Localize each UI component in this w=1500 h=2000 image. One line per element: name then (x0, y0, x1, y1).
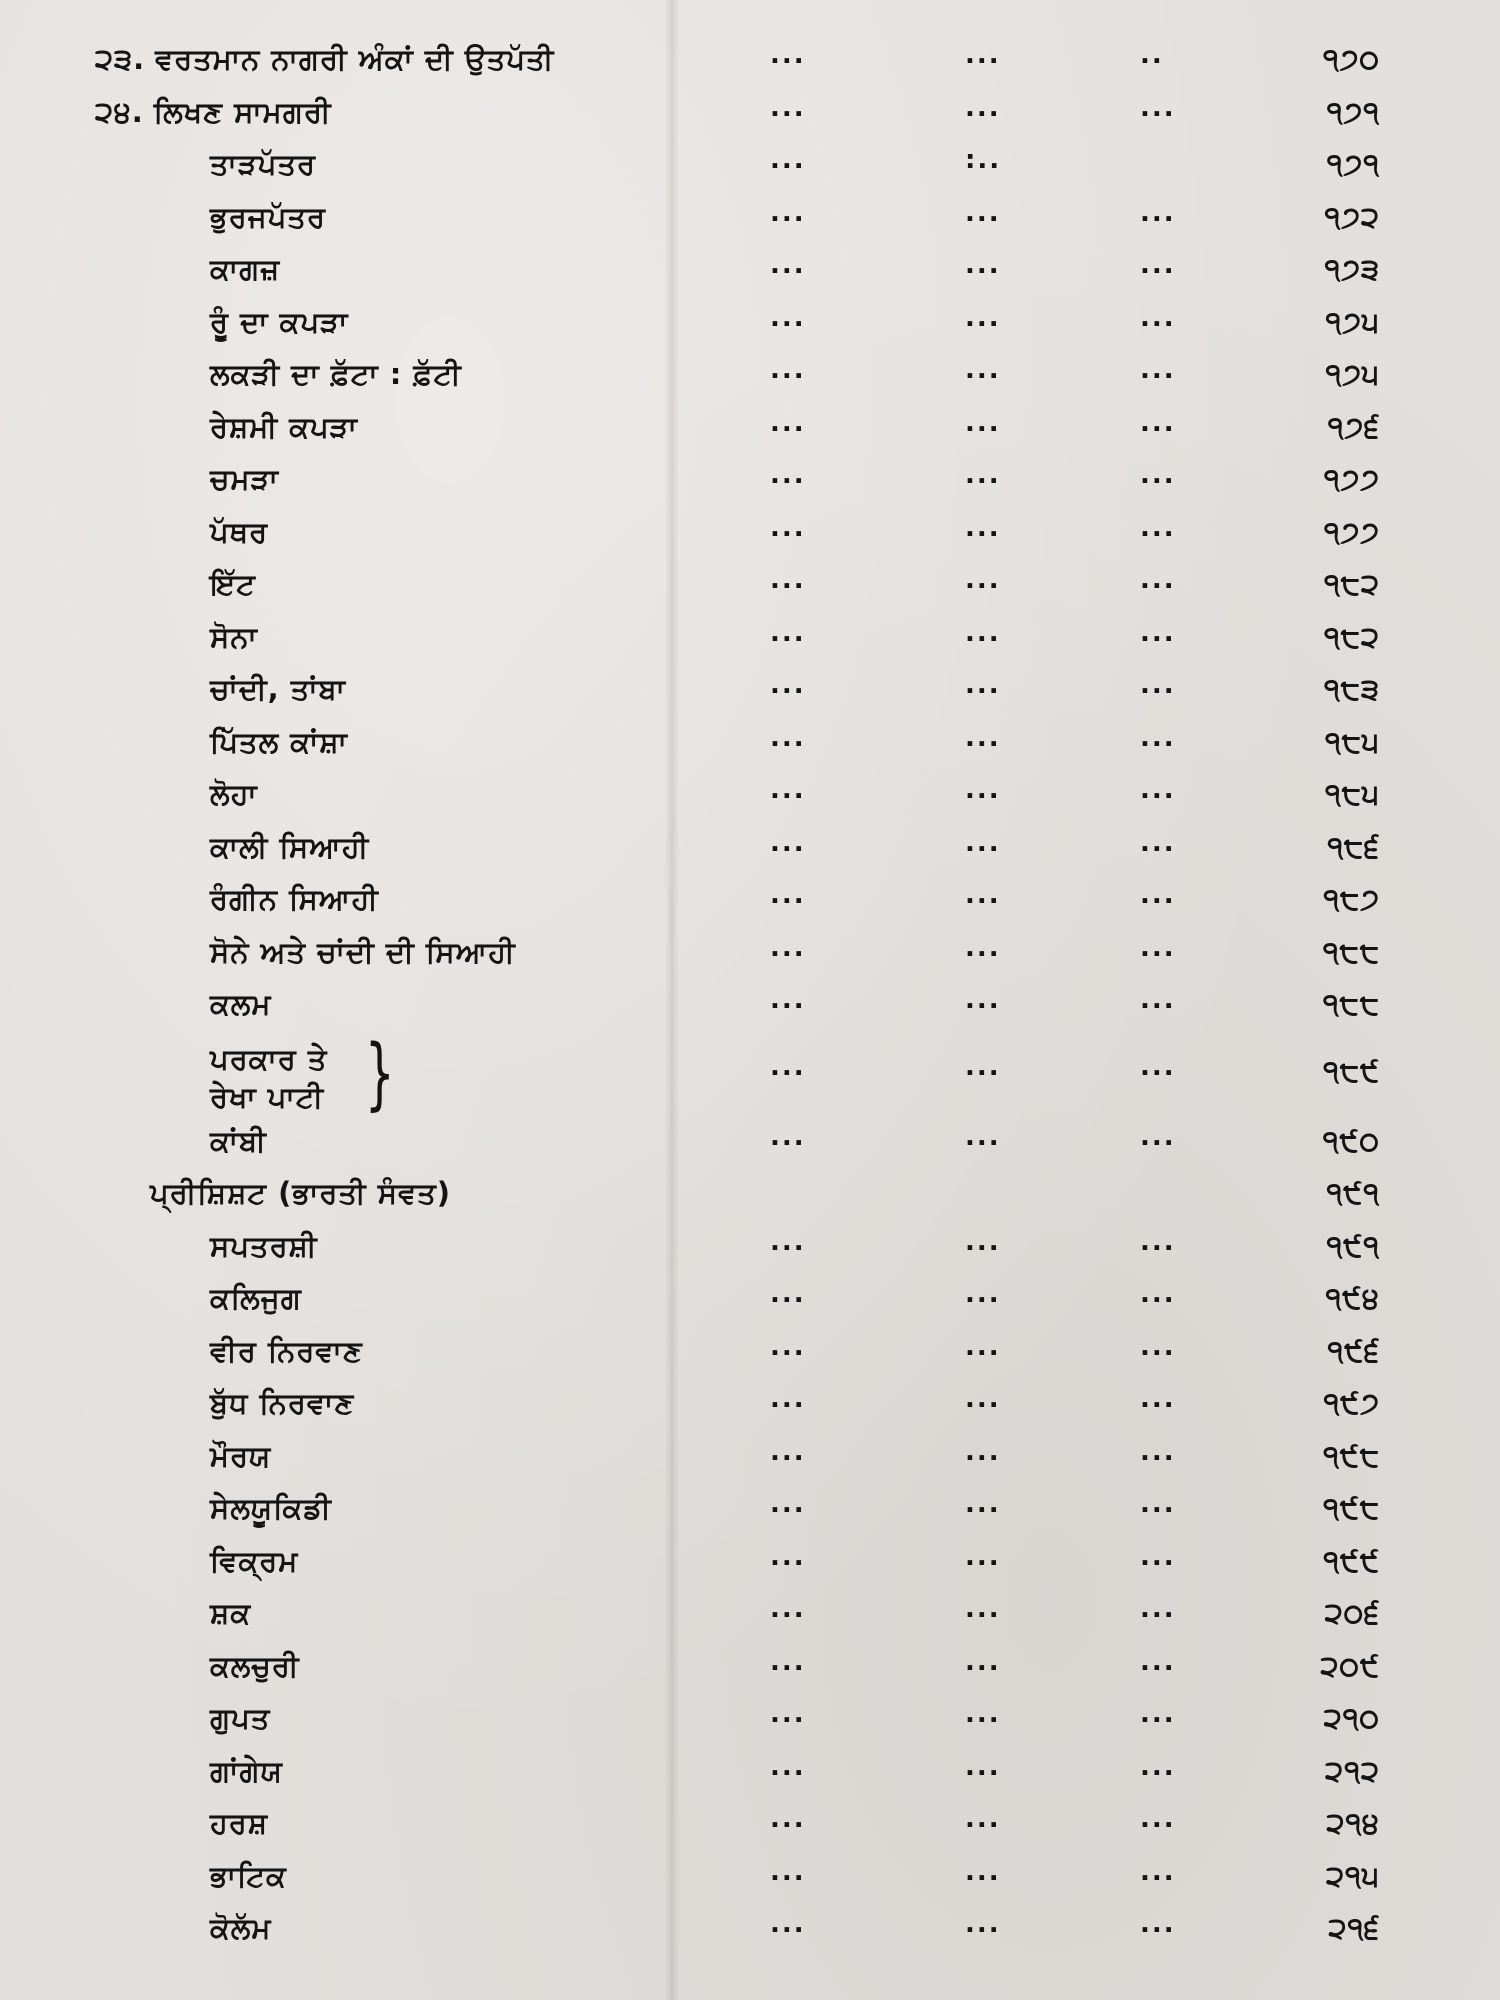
toc-entry-page-number: ੧੮੩ (1324, 672, 1380, 706)
leader-dots: ... (770, 355, 806, 385)
leader-dots: ... (770, 985, 806, 1015)
toc-entry-page-number: ੧੭੬ (1327, 409, 1380, 444)
toc-entry-title: ਰੂੰ ਦਾ ਕਪੜਾ (210, 304, 349, 339)
toc-entry-label (210, 672, 346, 707)
leader-dots: ... (770, 565, 806, 595)
toc-entry-label (210, 357, 462, 392)
curly-brace-icon: } (364, 1028, 395, 1119)
leader-dots: ... (965, 1541, 1001, 1572)
toc-entry-page-number: ੨੧੦ (1323, 1701, 1380, 1735)
toc-entry (0, 36, 1500, 89)
leader-dots: ... (1140, 880, 1176, 910)
toc-entry (0, 1748, 1500, 1801)
leader-dots: ... (1140, 985, 1176, 1015)
leader-dots: ... (965, 1699, 1001, 1729)
leader-dots: ... (965, 355, 1001, 385)
toc-entry-page-number: ੧੮੫ (1325, 777, 1380, 811)
toc-entry (0, 561, 1500, 614)
toc-entry-page-number: ੧੮੨ (1324, 619, 1380, 654)
toc-entry-title: ਭਾਟਿਕ (210, 1858, 287, 1893)
leader-dots: ... (965, 1594, 1001, 1624)
toc-entry-label (210, 462, 279, 497)
toc-entry-label (210, 410, 358, 445)
leader-dots: ... (770, 1856, 806, 1887)
toc-entry-page-number: ੧੮੨ (1324, 567, 1380, 601)
toc-entry-title: ਵਰਤਮਾਨ ਨਾਗਰੀ ਅੰਕਾਂ ਦੀ ਉਤਪੱਤੀ (155, 42, 555, 76)
toc-entry-label (210, 1040, 327, 1116)
table-of-contents (0, 36, 1500, 1958)
leader-dots: ... (770, 1489, 806, 1519)
toc-entry-page-number: ੧੯੮ (1323, 1491, 1380, 1525)
toc-entry-title: ਚਮੜਾ (210, 462, 279, 496)
leader-dots: ... (770, 1226, 806, 1257)
toc-entry-label (210, 1649, 300, 1684)
leader-dots: ... (1140, 1909, 1176, 1939)
leader-dots: ... (1140, 1489, 1176, 1519)
toc-entry-title: ਤਾੜਪੱਤਰ (210, 147, 317, 181)
leader-dots: ... (965, 932, 1001, 963)
toc-entry-page-number: ੧੮੫ (1325, 724, 1380, 759)
toc-entry-page-number: ੨੦੯ (1320, 1648, 1380, 1683)
leader-dots: ... (1140, 932, 1176, 963)
toc-entry (0, 89, 1500, 142)
toc-entry (0, 299, 1500, 352)
toc-entry-label (210, 1701, 270, 1736)
toc-entry-label (210, 777, 258, 812)
toc-entry-title: ਪ੍ਰੀਸ਼ਿਸ਼ਟ (ਭਾਰਤੀ ਸੰਵਤ) (150, 1176, 452, 1210)
leader-dots: ... (965, 512, 1001, 543)
toc-entry (0, 1223, 1500, 1276)
toc-entry-page-number: ੨੧੨ (1325, 1753, 1380, 1788)
leader-dots: ... (1140, 355, 1176, 385)
toc-entry-page-number: ੧੭੧ (1326, 147, 1380, 181)
toc-entry-page-number: ੧੭੨ (1324, 199, 1380, 234)
leader-dots: ... (1140, 1279, 1176, 1309)
toc-entry-title: ਭੁਰਜਪੱਤਰ (210, 199, 326, 234)
toc-entry (0, 1905, 1500, 1958)
leader-dots: ... (965, 722, 1001, 753)
toc-entry-label (210, 147, 316, 182)
toc-entry-label (210, 1334, 363, 1369)
leader-dots: ... (770, 722, 806, 753)
toc-entry-title: ਸੋਨੇ ਅਤੇ ਚਾਂਦੀ ਦੀ ਸਿਆਹੀ (210, 934, 516, 969)
toc-entry (0, 1118, 1500, 1171)
leader-dots: ... (965, 1909, 1001, 1939)
leader-dots: ... (1140, 775, 1176, 805)
leader-dots: ... (1140, 670, 1176, 700)
toc-entry-page-number: ੧੯੯ (1323, 1543, 1380, 1578)
leader-dots: ... (770, 1279, 806, 1309)
toc-entry-label (210, 1386, 354, 1421)
toc-entry-page-number: ੨੧੪ (1326, 1806, 1380, 1840)
toc-entry-title: ਚਾਂਦੀ, ਤਾਂਬਾ (210, 672, 346, 706)
toc-entry (0, 666, 1500, 719)
toc-entry-page-number: ੧੯੧ (1326, 1176, 1380, 1210)
leader-dots: ... (965, 1436, 1001, 1467)
toc-entry-label (210, 515, 268, 550)
toc-entry-page-number: ੧੭੭ (1323, 462, 1380, 496)
toc-entry (0, 1643, 1500, 1696)
toc-entry (0, 1800, 1500, 1853)
toc-entry-page-number: ੧੭੦ (1323, 42, 1380, 76)
toc-entry-label (210, 1124, 267, 1159)
leader-dots: ... (965, 985, 1001, 1015)
leader-dots: ... (770, 1646, 806, 1677)
toc-entry-label (210, 1491, 332, 1526)
toc-entry-page-number: ੨੧੬ (1328, 1911, 1380, 1945)
toc-entry-title: ਇੱਟ (210, 567, 256, 601)
leader-dots: ... (770, 1804, 806, 1834)
toc-entry (0, 1485, 1500, 1538)
leader-dots: ... (965, 460, 1001, 490)
leader-dots: ... (965, 1646, 1001, 1677)
toc-entry-label (210, 1911, 271, 1946)
toc-entry-label (95, 42, 554, 77)
leader-dots: ... (770, 1594, 806, 1624)
leader-dots: ... (965, 880, 1001, 910)
leader-dots: ... (965, 670, 1001, 700)
leader-dots: ... (965, 1751, 1001, 1782)
leader-dots: ... (1140, 407, 1176, 438)
leader-dots: ... (965, 1279, 1001, 1309)
toc-entry-title: ਗੁਪਤ (210, 1701, 271, 1735)
leader-dots: ... (1140, 1751, 1176, 1782)
leader-dots: ... (1140, 197, 1176, 228)
leader-dots: ... (965, 1489, 1001, 1519)
toc-entry-title: ਕਲਿਜੁਗ (210, 1281, 302, 1315)
toc-entry (0, 141, 1500, 194)
leader-dots: ... (1140, 92, 1176, 123)
toc-entry (0, 981, 1500, 1034)
toc-entry (0, 1028, 1500, 1119)
leader-dots: ... (1140, 565, 1176, 595)
leader-dots: ... (1140, 1436, 1176, 1467)
toc-entry (0, 1433, 1500, 1486)
toc-entry-page-number: ੧੮੭ (1323, 882, 1380, 916)
toc-entry-title: ਪੱਥਰ (210, 514, 269, 549)
toc-entry-label (210, 1281, 302, 1316)
leader-dots: ... (770, 250, 806, 280)
toc-entry-page-number: ੧੭੩ (1324, 252, 1380, 286)
leader-dots: ... (770, 40, 806, 70)
toc-entry (0, 509, 1500, 562)
leader-dots: ... (965, 407, 1001, 438)
leader-dots: ... (770, 775, 806, 805)
toc-entry-label (210, 305, 348, 340)
toc-entry-title: ਗਾਂਗੇਯ (210, 1753, 283, 1788)
toc-entry-label-line: ਪਰਕਾਰ ਤੇ (210, 1041, 328, 1076)
toc-entry-page-number: ੧੭੫ (1325, 357, 1380, 391)
toc-entry-page-number: ੧੯੧ (1326, 1228, 1380, 1263)
toc-entry-label (210, 1229, 318, 1264)
leader-dots: ... (770, 1751, 806, 1782)
leader-dots: ... (770, 1909, 806, 1939)
leader-dots: ... (770, 670, 806, 700)
toc-entry-label (210, 1439, 271, 1474)
toc-entry (0, 1590, 1500, 1643)
leader-dots: ... (965, 775, 1001, 805)
leader-dots: ... (770, 92, 806, 123)
toc-entry-page-number: ੧੮੮ (1322, 987, 1380, 1021)
toc-entry (0, 1275, 1500, 1328)
leader-dots: ... (770, 1384, 806, 1414)
toc-entry-label (210, 1859, 287, 1894)
leader-dots: ... (770, 145, 806, 175)
toc-entry-title: ਕਲਮ (210, 987, 272, 1021)
leader-dots: ... (770, 880, 806, 910)
toc-entry-label (210, 882, 379, 917)
toc-entry (0, 1538, 1500, 1591)
leader-dots: ... (1140, 512, 1176, 543)
leader-dots: ... (770, 302, 806, 333)
toc-entry-label (210, 1544, 298, 1579)
toc-entry-title: ਵੀਰ ਨਿਰਵਾਣ (210, 1333, 363, 1368)
toc-entry-label (210, 1806, 268, 1841)
toc-entry (0, 771, 1500, 824)
toc-entry-title: ਕਾਂਬੀ (210, 1123, 267, 1158)
leader-dots: ... (965, 302, 1001, 333)
toc-entry-title: ਸੇਲਯੂਕਿਡੀ (210, 1491, 332, 1525)
toc-entry-title: ਬੁੱਧ ਨਿਰਵਾਣ (210, 1386, 355, 1420)
toc-entry-page-number: ੧੭੧ (1326, 94, 1380, 129)
leader-dots: ... (770, 197, 806, 228)
toc-entry-page-number: ੧੯੦ (1322, 1123, 1380, 1158)
toc-entry-label (210, 1596, 251, 1631)
toc-entry-title: ਕਾਗਜ਼ (210, 252, 281, 286)
leader-dots: ... (770, 827, 806, 858)
toc-entry-title: ਰੰਗੀਨ ਸਿਆਹੀ (210, 882, 379, 916)
leader-dots: ... (965, 1226, 1001, 1257)
leader-dots: ... (770, 1121, 806, 1152)
toc-entry-number: ੨੩. (95, 42, 146, 76)
toc-entry-label (210, 725, 348, 760)
leader-dots: ... (1140, 617, 1176, 648)
leader-dots: ... (965, 197, 1001, 228)
toc-entry-label (210, 935, 516, 970)
toc-entry-label (150, 1176, 451, 1211)
toc-entry (0, 719, 1500, 772)
toc-entry-title: ਲਕੜੀ ਦਾ ਫ਼ੱਟਾ : ਫ਼ੱਟੀ (210, 357, 462, 391)
toc-entry-title: ਰੇਸ਼ਮੀ ਕਪੜਾ (210, 409, 358, 444)
leader-dots: ... (965, 92, 1001, 123)
toc-entry-page-number: ੧੯੬ (1327, 1333, 1380, 1368)
leader-dots: ... (965, 1856, 1001, 1887)
toc-entry (0, 1380, 1500, 1433)
toc-entry (0, 246, 1500, 299)
toc-entry-title: ਵਿਕ੍ਰਮ (210, 1543, 299, 1578)
toc-entry-number: ੨੪. (95, 94, 144, 129)
leader-dots: ... (965, 1121, 1001, 1152)
toc-entry-page-number: ੧੯੮ (1323, 1438, 1380, 1473)
toc-entry-label (95, 95, 332, 130)
toc-entry-label (210, 987, 271, 1022)
toc-entry-title: ਲੋਹਾ (210, 777, 258, 811)
leader-dots: ... (965, 1384, 1001, 1414)
toc-entry-title: ਲਿਖਣ ਸਾਮਗਰੀ (153, 94, 332, 129)
toc-entry-label (210, 567, 256, 602)
toc-entry (0, 1170, 1500, 1223)
toc-entry (0, 456, 1500, 509)
leader-dots: ... (770, 1699, 806, 1729)
toc-entry-title: ਕਾਲੀ ਸਿਆਹੀ (210, 829, 370, 864)
leader-dots: ... (1140, 1804, 1176, 1834)
toc-entry (0, 351, 1500, 404)
toc-entry-title: ਹਰਸ਼ (210, 1806, 269, 1840)
toc-entry-page-number: ੧੭੫ (1325, 304, 1380, 339)
toc-entry-title: ਪਿੱਤਲ ਕਾਂਸ਼ਾ (210, 724, 348, 759)
leader-dots: :.. (965, 145, 1002, 175)
leader-dots: ... (1140, 1226, 1176, 1257)
toc-entry (0, 1328, 1500, 1381)
leader-dots: ... (1140, 1594, 1176, 1624)
toc-entry-page-number: ੨੦੬ (1324, 1596, 1380, 1630)
leader-dots: ... (770, 512, 806, 543)
toc-entry (0, 194, 1500, 247)
leader-dots: ... (770, 1436, 806, 1467)
leader-dots: ... (770, 460, 806, 490)
leader-dots: ... (1140, 302, 1176, 333)
toc-entry-page-number: ੧੮੮ (1322, 934, 1380, 969)
toc-entry-title: ਸਪਤਰਸ਼ੀ (210, 1228, 318, 1263)
toc-entry-label-line: ਰੇਖਾ ਪਾਟੀ (210, 1079, 325, 1114)
leader-dots: ... (1140, 1331, 1176, 1362)
leader-dots: ... (770, 407, 806, 438)
toc-entry-label (210, 620, 258, 655)
leader-dots: ... (1140, 1541, 1176, 1572)
toc-entry (0, 929, 1500, 982)
leader-dots: ... (965, 565, 1001, 595)
toc-entry-page-number: ੨੧੫ (1326, 1858, 1380, 1893)
leader-dots: ... (965, 1051, 1001, 1082)
toc-entry-page-number: ੧੮੬ (1327, 829, 1380, 864)
leader-dots: ... (770, 932, 806, 963)
toc-entry-page-number: ੧੭੭ (1323, 514, 1380, 549)
leader-dots: ... (1140, 1384, 1176, 1414)
toc-entry-page-number: ੧੮੯ (1323, 1053, 1380, 1088)
leader-dots: ... (965, 617, 1001, 648)
leader-dots: ... (1140, 460, 1176, 490)
leader-dots: ... (1140, 1121, 1176, 1152)
toc-entry-label (210, 1754, 283, 1789)
leader-dots: ... (1140, 1646, 1176, 1677)
toc-entry (0, 614, 1500, 667)
leader-dots: ... (965, 1331, 1001, 1362)
leader-dots: ... (770, 1051, 806, 1082)
leader-dots: ... (1140, 827, 1176, 858)
toc-entry (0, 1695, 1500, 1748)
leader-dots: ... (1140, 1699, 1176, 1729)
toc-entry-label (210, 200, 326, 235)
toc-entry (0, 404, 1500, 457)
leader-dots: ... (1140, 250, 1176, 280)
leader-dots: ... (965, 827, 1001, 858)
toc-entry-label (210, 830, 369, 865)
leader-dots: ... (965, 250, 1001, 280)
leader-dots: ... (965, 1804, 1001, 1834)
leader-dots: ... (770, 1541, 806, 1572)
toc-entry-page-number: ੧੯੭ (1323, 1386, 1380, 1420)
leader-dots: ... (770, 1331, 806, 1362)
toc-entry-title: ਸੋਨਾ (210, 619, 258, 654)
toc-entry-title: ਸ਼ਕ (210, 1596, 252, 1630)
leader-dots: ... (1140, 1051, 1176, 1082)
leader-dots: ... (1140, 1856, 1176, 1887)
toc-entry (0, 876, 1500, 929)
toc-entry-label (210, 252, 280, 287)
leader-dots: ... (965, 40, 1001, 70)
toc-entry-title: ਕਲਚੁਰੀ (210, 1648, 300, 1683)
leader-dots: ... (1140, 722, 1176, 753)
toc-entry-page-number: ੧੯੪ (1325, 1281, 1380, 1315)
toc-entry (0, 824, 1500, 877)
toc-entry-title: ਕੋਲੱਮ (210, 1911, 272, 1945)
toc-entry-title: ਮੌਰਯ (210, 1438, 272, 1473)
toc-entry (0, 1853, 1500, 1906)
leader-dots: ... (770, 617, 806, 648)
leader-dots: .. (1140, 40, 1164, 70)
